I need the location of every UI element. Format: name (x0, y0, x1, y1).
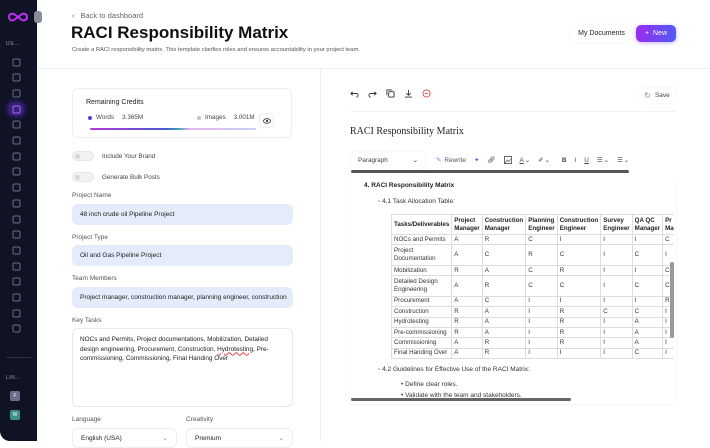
table-cell: Final Handing Over (392, 348, 452, 358)
table-cell: R (526, 245, 557, 266)
table-cell: I (526, 327, 557, 337)
table-cell: R (557, 317, 601, 327)
words-credit (88, 114, 143, 121)
language-label: Language (72, 416, 101, 423)
new-button[interactable] (636, 25, 676, 42)
table-row (392, 235, 675, 245)
sidebar-links-label: LIN... (6, 375, 21, 381)
table-cell: R (452, 317, 482, 327)
microphone-icon[interactable] (9, 244, 23, 256)
link-button[interactable] (487, 156, 495, 164)
table-cell: R (452, 327, 482, 337)
settings-icon[interactable] (9, 323, 23, 335)
table-cell: A (452, 348, 482, 358)
key-tasks-textarea[interactable] (72, 328, 293, 407)
table-cell: I (557, 235, 601, 245)
table-cell: I (526, 338, 557, 348)
bulk-posts-row (72, 172, 160, 182)
images-value: 3.001M (233, 114, 255, 121)
table-cell: C (632, 245, 662, 266)
table-cell: A (452, 245, 482, 266)
table-cell: R (557, 327, 601, 337)
table-cell: I (557, 296, 601, 306)
table-cell: I (663, 317, 674, 327)
panel-divider (320, 69, 321, 441)
table-cell: I (601, 348, 632, 358)
refresh-icon: ↻ (644, 91, 651, 100)
creativity-select[interactable] (186, 428, 293, 448)
subsection-heading-2: ◦ 4.2 Guidelines for Effective Use of the RACI Matrix: (378, 366, 530, 373)
images-label: Images (205, 114, 226, 121)
table-cell: R (482, 235, 526, 245)
table-cell: C (663, 276, 674, 297)
credits-card (72, 88, 292, 138)
chat-icon[interactable] (9, 229, 23, 241)
chevron-down-icon: ⌄ (603, 157, 609, 164)
bullet-item: • Validate with the team and stakeholders. (401, 392, 522, 398)
code-icon[interactable] (9, 166, 23, 178)
chevron-down-icon: ⌄ (623, 157, 630, 164)
project-type-label: Project Type (72, 234, 109, 241)
new-label: New (653, 30, 668, 37)
table-row (392, 317, 675, 327)
calendar-icon[interactable] (9, 72, 23, 84)
table-cell: R (557, 307, 601, 317)
table-cell: I (632, 235, 662, 245)
document-icon[interactable] (9, 87, 23, 99)
table-cell: A (482, 265, 526, 275)
bold-button[interactable] (562, 157, 567, 164)
words-label: Words (96, 114, 115, 121)
table-cell: NOCs and Permits (392, 235, 452, 245)
toggle-visibility-button[interactable] (259, 113, 274, 128)
save-label: Save (654, 92, 670, 99)
table-cell: I (632, 296, 662, 306)
table-cell: A (482, 327, 526, 337)
sparkle-icon: ✦ (474, 157, 480, 164)
my-documents-button[interactable]: My Documents (571, 25, 632, 42)
language-select[interactable] (72, 428, 177, 448)
words-dot-icon (88, 116, 92, 120)
table-cell: R (452, 265, 482, 275)
underline-icon: U (584, 156, 589, 164)
sidebar-collapse-button[interactable] (34, 11, 42, 23)
italic-button[interactable] (574, 157, 576, 164)
document-horizontal-scrollbar[interactable] (351, 398, 571, 401)
rewrite-label: Rewrite (444, 156, 467, 164)
table-cell: I (601, 265, 632, 275)
page-title: RACI Responsibility Matrix (71, 23, 289, 42)
table-cell: I (601, 235, 632, 245)
underline-button[interactable] (584, 157, 589, 164)
table-cell: I (663, 307, 674, 317)
table-cell: C (526, 235, 557, 245)
table-cell: Mobilization (392, 265, 452, 275)
text-color-button[interactable] (520, 156, 531, 164)
table-cell: A (632, 338, 662, 348)
column-header: Planning Engineer (526, 215, 557, 235)
table-cell: C (632, 276, 662, 297)
images-credit (197, 114, 255, 121)
chevron-down-icon: ⌄ (412, 157, 418, 164)
table-cell: A (632, 317, 662, 327)
numbered-list-button[interactable] (617, 156, 629, 164)
key-tasks-label: Key Tasks (72, 317, 102, 324)
table-cell: I (526, 307, 557, 317)
column-header: Project Manager (452, 215, 482, 235)
chevron-down-icon: ⌄ (162, 435, 168, 442)
table-cell: I (601, 296, 632, 306)
section-heading: 4. RACI Responsibility Matrix (364, 182, 455, 189)
table-cell: A (452, 276, 482, 297)
table-cell: A (452, 296, 482, 306)
include-brand-label: Include Your Brand (102, 152, 156, 160)
table-row (392, 307, 675, 317)
header-divider (37, 68, 710, 69)
bullet-list-button[interactable] (597, 156, 609, 164)
download-icon[interactable] (404, 89, 413, 98)
table-cell: A (482, 307, 526, 317)
table-cell: I (601, 338, 632, 348)
table-cell: C (526, 276, 557, 297)
table-cell: I (663, 327, 674, 337)
column-header: Pr Ma (663, 215, 674, 235)
bold-icon: B (561, 156, 567, 164)
video-icon[interactable] (9, 292, 23, 304)
include-brand-toggle[interactable] (72, 151, 94, 161)
document-title[interactable]: RACI Responsibility Matrix (350, 126, 464, 137)
table-row (392, 245, 675, 266)
file-icon[interactable] (9, 135, 23, 147)
table-cell: R (557, 265, 601, 275)
link-icon: 🔗︎ (487, 157, 496, 164)
paragraph-style-select[interactable] (350, 152, 426, 169)
table-cell: C (663, 235, 674, 245)
chevron-left-icon: ‹ (72, 11, 75, 20)
table-cell: A (452, 235, 482, 245)
sidebar-divider (6, 357, 31, 358)
table-cell: A (452, 338, 482, 348)
image-icon (504, 156, 512, 164)
table-cell: Project Documentation (392, 245, 452, 266)
creativity-value: Premium (195, 434, 222, 442)
highlight-button[interactable] (538, 156, 550, 164)
editor-toolbar (350, 89, 431, 98)
team-members-label: Team Members (72, 275, 117, 282)
file-check-icon[interactable] (9, 150, 23, 162)
raci-table (391, 214, 674, 359)
table-cell: R (482, 348, 526, 358)
table-cell: I (663, 245, 674, 266)
table-cell: C (557, 276, 601, 297)
key-tasks-text-end: , Pre-commissioning, Commissioning, Final Handing Over (80, 345, 269, 362)
credits-label: Remaining Credits (86, 99, 144, 106)
column-header: QA QC Manager (632, 215, 662, 235)
document-scrollbar[interactable] (670, 262, 674, 338)
sidebar-section-label: US... (6, 41, 20, 47)
table-cell: R (452, 307, 482, 317)
column-header: Construction Engineer (557, 215, 601, 235)
table-cell: A (482, 317, 526, 327)
pen-icon: ✎ (436, 157, 442, 164)
save-button[interactable] (638, 88, 676, 103)
table-cell: Hydrotesting (392, 317, 452, 327)
include-brand-row (72, 151, 155, 161)
table-row (392, 296, 675, 306)
table-cell: Procurement (392, 296, 452, 306)
table-cell: C (663, 265, 674, 275)
text-color-icon: A (519, 156, 524, 164)
document-content[interactable] (356, 176, 674, 398)
back-to-dashboard-link[interactable] (72, 11, 143, 20)
table-row (392, 348, 675, 358)
archive-icon[interactable] (9, 213, 23, 225)
document-text-icon[interactable] (9, 103, 23, 115)
table-cell: C (482, 245, 526, 266)
column-header: Construction Manager (482, 215, 526, 235)
column-header: Tasks/Deliverables (392, 215, 452, 235)
chevron-down-icon: ⌄ (544, 157, 550, 164)
project-name-input[interactable]: 48 inch crude oil Pipeline Project (72, 204, 293, 225)
words-value: 3.365M (122, 114, 144, 121)
key-tasks-text: NOCs and Permits, Project documentations, Mobilization, Detailed design engineering, Procurement, Construction, (80, 336, 268, 353)
speaker-icon[interactable] (9, 260, 23, 272)
dollar-icon[interactable] (9, 307, 23, 319)
table-cell: Pre-commissioning (392, 327, 452, 337)
credits-progress-bar (90, 128, 256, 130)
table-cell: R (482, 338, 526, 348)
table-cell: C (557, 245, 601, 266)
globe-icon[interactable] (9, 182, 23, 194)
table-row (392, 327, 675, 337)
bulk-posts-toggle[interactable] (72, 172, 94, 182)
table-cell: I (663, 338, 674, 348)
italic-icon: I (574, 156, 577, 164)
table-cell: I (557, 348, 601, 358)
table-cell: Detailed Design Engineering (392, 276, 452, 297)
redo-icon[interactable] (368, 89, 377, 98)
toolbar-scrollbar[interactable] (351, 170, 629, 173)
dashboard-icon[interactable] (9, 56, 23, 68)
rewrite-button[interactable] (436, 156, 466, 164)
logo-icon[interactable] (6, 10, 31, 24)
table-row (392, 276, 675, 297)
column-header: Survey Engineer (601, 215, 632, 235)
chevron-down-icon: ⌄ (278, 435, 284, 442)
table-cell: I (601, 245, 632, 266)
chevron-down-icon: ⌄ (524, 157, 531, 164)
table-cell: R (482, 276, 526, 297)
page-subtitle: Create a RACI responsibility matrix. This template clarifies roles and ensures accountability in your project team. (72, 47, 360, 53)
undo-icon[interactable] (350, 89, 359, 98)
plus-icon: + (644, 30, 650, 37)
table-cell: R (663, 296, 674, 306)
sidebar (0, 0, 37, 441)
table-cell: I (632, 265, 662, 275)
table-cell: R (557, 338, 601, 348)
table-row (392, 338, 675, 348)
delete-icon[interactable] (422, 89, 431, 98)
language-value: English (USA) (81, 434, 122, 442)
table-cell: I (526, 296, 557, 306)
workspace-avatar-f[interactable]: F (10, 391, 20, 401)
images-dot-icon (197, 116, 201, 120)
misspelled-word: Hydrotesting (217, 345, 254, 353)
format-toolbar (350, 151, 676, 169)
editor-divider (350, 111, 676, 112)
table-cell: C (632, 348, 662, 358)
back-label: Back to dashboard (80, 11, 144, 20)
bullet-list-icon: ☰ (596, 157, 603, 164)
highlight-icon: ✐ (538, 157, 544, 164)
user-voice-icon[interactable] (9, 276, 23, 288)
table-cell: I (526, 348, 557, 358)
table-row (392, 265, 675, 275)
image-button[interactable] (504, 156, 512, 164)
table-cell: I (663, 348, 674, 358)
table-cell: C (482, 296, 526, 306)
project-name-label: Project Name (72, 192, 112, 199)
paragraph-label: Paragraph (358, 156, 388, 164)
table-cell: I (526, 317, 557, 327)
creativity-label: Creativity (186, 416, 214, 423)
project-type-input[interactable]: Oil and Gas Pipeline Project (72, 245, 293, 266)
table-cell: C (632, 307, 662, 317)
team-members-input[interactable]: Project manager, construction manager, planning engineer, construction (72, 287, 293, 308)
image-icon[interactable] (9, 119, 23, 131)
table-cell: I (601, 317, 632, 327)
table-cell: A (632, 327, 662, 337)
table-cell: I (601, 276, 632, 297)
subsection-heading: ◦ 4.1 Task Allocation Table: (378, 198, 455, 205)
bulk-posts-label: Generate Bulk Posts (102, 173, 160, 181)
table-cell: C (526, 265, 557, 275)
table-cell: Construction (392, 307, 452, 317)
table-cell: I (601, 327, 632, 337)
bullet-item: • Define clear roles. (401, 381, 458, 388)
table-cell: Commissioning (392, 338, 452, 348)
numbered-list-icon: ☰ (616, 157, 623, 164)
copy-icon[interactable] (386, 89, 395, 98)
pen-icon[interactable] (9, 197, 23, 209)
workspace-avatar-w[interactable]: W (10, 410, 20, 420)
table-cell: C (601, 307, 632, 317)
ai-sparkle-button[interactable] (474, 156, 479, 164)
eye-icon (263, 118, 271, 124)
